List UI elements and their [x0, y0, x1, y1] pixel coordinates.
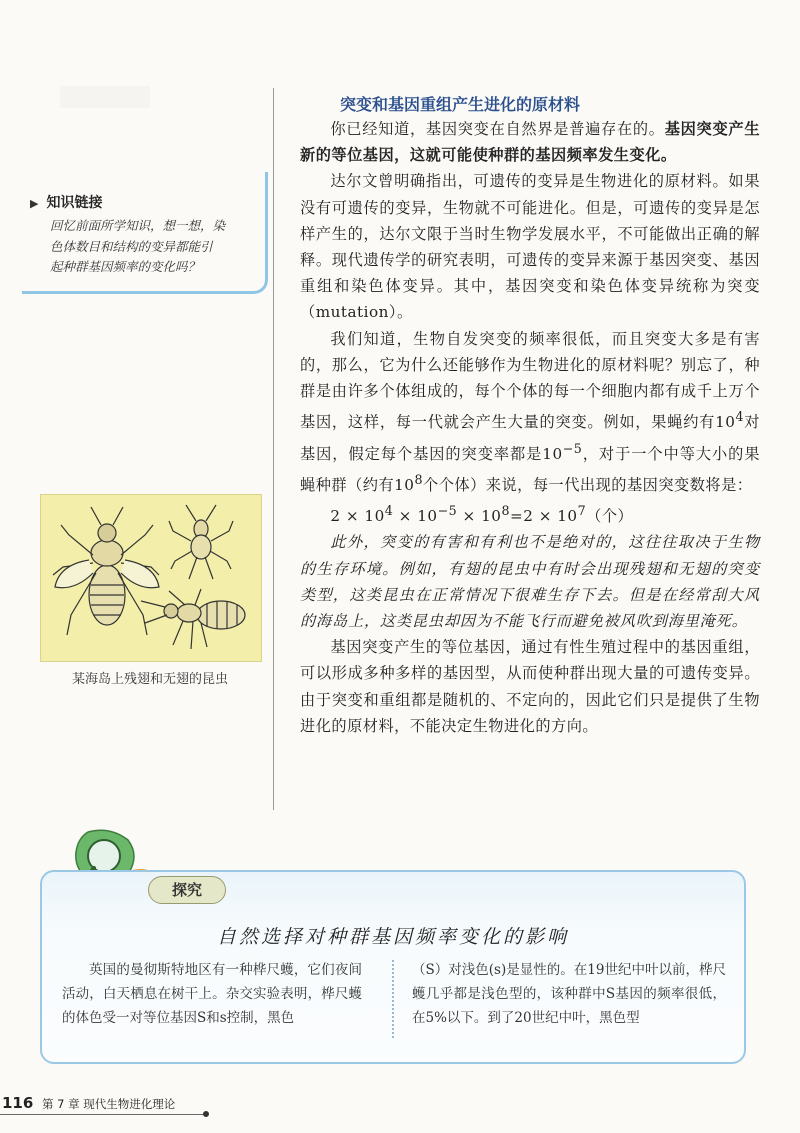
text-span: 我们知道，生物自发突变的频率很低，而且突变大多是有害的，那么，它为什么还能够作为生物进化的原材料呢？别忘了，种群是由许多个体组成的，每个个体的每一个细胞内都有成千上万个基因，这样，每一代就会产生大量的突变。例如，果蝇约有10 [300, 329, 760, 432]
formula-part: × 10 [393, 507, 438, 526]
knowledge-link-line: 色体数目和结构的变异都能引 [50, 238, 213, 254]
explore-left-column [62, 958, 362, 1030]
footer-dot [203, 1111, 209, 1117]
formula-part: （个） [586, 507, 634, 526]
formula-exp: −5 [437, 503, 458, 519]
formula-exp: 7 [577, 503, 587, 519]
knowledge-link-line: 起种群基因频率的变化吗？ [50, 259, 201, 274]
formula-part: 2 × 10 [330, 507, 385, 526]
superscript: −5 [562, 440, 583, 456]
knowledge-link-text [50, 216, 250, 278]
winged-insect-icon [53, 507, 159, 635]
text-span: 你已经知道，基因突变在自然界是普遍存在的。 [330, 120, 665, 138]
formula-part: =2 × 10 [510, 507, 578, 526]
triangle-bullet-icon: ▶ [30, 197, 39, 210]
main-body [300, 116, 760, 739]
paragraph: 达尔文曾明确指出，可遗传的变异是生物进化的原材料。如果没有可遗传的变异，生物就不可能进化。但是，可遗传的变异是怎样产生的，达尔文限于当时生物学发展水平，不可能做出正确的解释。现代遗传学的研究表明，可遗传的变异来源于基因突变、基因重组和染色体变异。其中，基因突变和染色体变异统称为突变（mutation）。 [300, 172, 760, 322]
text-span: 个个体）来说，每一代出现的基因突变数将是： [423, 475, 753, 494]
paragraph: （S）对浅色(s)是显性的。在19世纪中叶以前，桦尺蠖几乎都是浅色型的，该种群中S基因的频率很低，在5%以下。到了20世纪中叶，黑色型 [412, 962, 726, 1026]
footer-rule [0, 1114, 205, 1115]
section-title: 突变和基因重组产生进化的原材料 [340, 95, 581, 114]
superscript: 8 [414, 471, 424, 487]
knowledge-link-heading [30, 192, 102, 212]
explore-column-divider [392, 960, 394, 1038]
superscript: 4 [735, 409, 745, 425]
explore-tab: 探究 [148, 876, 226, 904]
paragraph: 英国的曼彻斯特地区有一种桦尺蠖，它们夜间活动，白天栖息在树干上。杂交实验表明，桦尺蠖的体色受一对等位基因S和s控制，黑色 [62, 962, 362, 1026]
explore-title: 自然选择对种群基因频率变化的影响 [216, 926, 569, 948]
formula [300, 498, 760, 529]
text-span: ，对于一个中等大小的果蝇种群（约有10 [300, 444, 761, 494]
bold-text: 基因突变产生新的等位基因，这就可能使种群的基因频率发生变化。 [300, 120, 761, 165]
paragraph: 此外，突变的有害和有利也不是绝对的，这往往取决于生物的生存环境。例如，有翅的昆虫中有时会出现残翅和无翅的突变类型，这类昆虫在正常情况下很难生存下去。但是在经常刮大风的海岛上，这类昆虫却因为不能飞行而避免被风吹到海里淹死。 [300, 533, 760, 630]
page-number: 116 [2, 1094, 34, 1112]
column-divider [273, 88, 274, 810]
page-smudge [60, 86, 150, 108]
formula-part: × 10 [457, 507, 502, 526]
insects-drawing [41, 495, 261, 661]
text-span: 对基因，假定每个基因的突变率都是10 [300, 413, 760, 463]
formula-exp: 8 [501, 503, 510, 519]
knowledge-link-line: 回忆前面所学知识，想一想，染 [50, 218, 226, 233]
paragraph [300, 116, 760, 168]
figure-caption: 某海岛上残翅和无翅的昆虫 [71, 672, 228, 687]
wingless-insect-icon [169, 505, 233, 579]
explore-right-column [412, 958, 726, 1030]
paragraph: 基因突变产生的等位基因，通过有性生殖过程中的基因重组，可以形成多种多样的基因型，从而使种群出现大量的可遗传变异。由于突变和重组都是随机的、不定向的，因此它们只是提供了生物进化的原材料，不能决定生物进化的方向。 [300, 638, 760, 735]
knowledge-link-title: 知识链接 [46, 195, 103, 211]
crawling-insect-icon [141, 589, 245, 649]
chapter-label: 第 7 章 现代生物进化理论 [42, 1097, 176, 1111]
paragraph [300, 326, 760, 498]
insect-illustration [40, 494, 262, 662]
formula-exp: 4 [384, 503, 394, 519]
